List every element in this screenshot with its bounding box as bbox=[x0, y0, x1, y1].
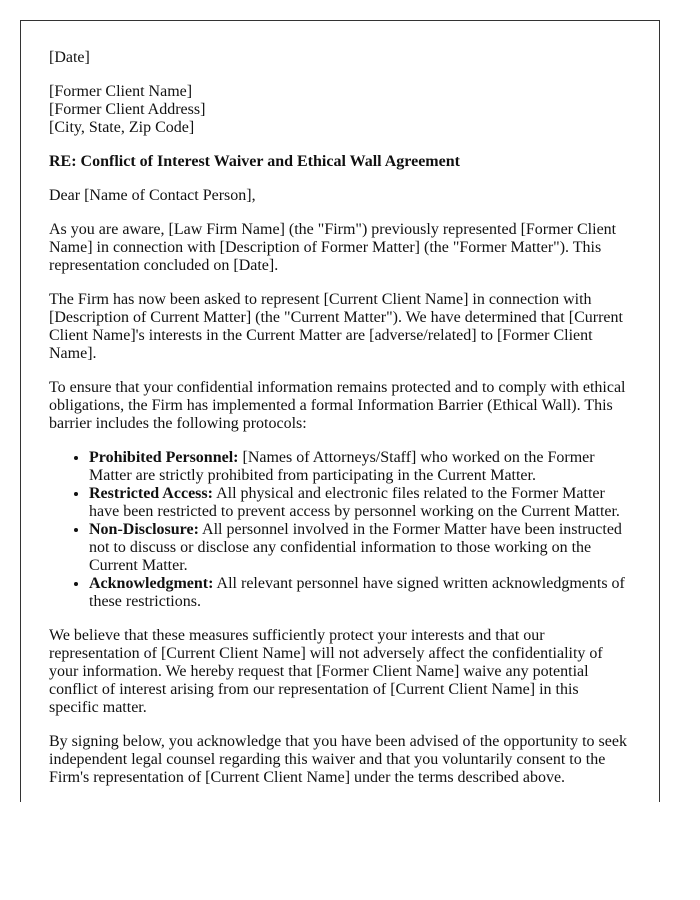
protocol-item-restricted-access bbox=[89, 485, 631, 521]
protocol-label: Acknowledgment: bbox=[89, 575, 214, 592]
salutation: Dear [Name of Contact Person], bbox=[49, 187, 256, 204]
protocol-text: All physical and electronic files related to the Former Matter have been restricted to prevent access by personnel working on the Current Matter. bbox=[89, 485, 620, 520]
protocol-label: Prohibited Personnel: bbox=[89, 449, 239, 466]
paragraph-prior-representation: As you are aware, [Law Firm Name] (the "Firm") previously represented [Former Client Name] in connection with [Description of Former Matter] (the "Former Matter"). This representation concluded on [Date]. bbox=[49, 221, 617, 274]
protocol-list bbox=[49, 449, 631, 611]
letter-page bbox=[20, 20, 660, 802]
protocol-label: Restricted Access: bbox=[89, 485, 213, 502]
letter-date: [Date] bbox=[49, 49, 90, 66]
paragraph-waiver-request: We believe that these measures sufficiently protect your interests and that our representation of [Current Client Name] will not adversely affect the confidentiality of your information. We hereby request that [Former Client Name] waive any potential conflict of interest arising from our representation of [Current Client Name] in this specific matter. bbox=[49, 627, 603, 716]
subject-line: RE: Conflict of Interest Waiver and Ethical Wall Agreement bbox=[49, 153, 460, 170]
recipient-name: [Former Client Name] bbox=[49, 83, 193, 100]
paragraph-ethical-wall-intro: To ensure that your confidential information remains protected and to comply with ethical obligations, the Firm has implemented a formal Information Barrier (Ethical Wall). This barrier includes the following protocols: bbox=[49, 379, 626, 432]
paragraph-consent: By signing below, you acknowledge that you have been advised of the opportunity to seek independent legal counsel regarding this waiver and that you voluntarily consent to the Firm's representation of [Current Client Name] under the terms described above. bbox=[49, 733, 627, 786]
protocol-item-acknowledgment bbox=[89, 575, 631, 611]
recipient-city-state-zip: [City, State, Zip Code] bbox=[49, 119, 195, 136]
protocol-text: All relevant personnel have signed written acknowledgments of these restrictions. bbox=[89, 575, 625, 610]
recipient-address: [Former Client Address] bbox=[49, 101, 206, 118]
protocol-item-non-disclosure bbox=[89, 521, 631, 575]
protocol-text: All personnel involved in the Former Matter have been instructed not to discuss or disclose any confidential information to those working on the Current Matter. bbox=[89, 521, 622, 574]
recipient-address-block bbox=[49, 83, 631, 137]
protocol-label: Non-Disclosure: bbox=[89, 521, 199, 538]
protocol-text: [Names of Attorneys/Staff] who worked on the Former Matter are strictly prohibited from participating in the Current Matter. bbox=[89, 449, 595, 484]
paragraph-current-matter: The Firm has now been asked to represent [Current Client Name] in connection with [Description of Current Matter] (the "Current Matter"). We have determined that [Current Client Name]'s interests in the Current Matter are [adverse/related] to [Former Client Name]. bbox=[49, 291, 623, 362]
protocol-item-prohibited-personnel bbox=[89, 449, 631, 485]
